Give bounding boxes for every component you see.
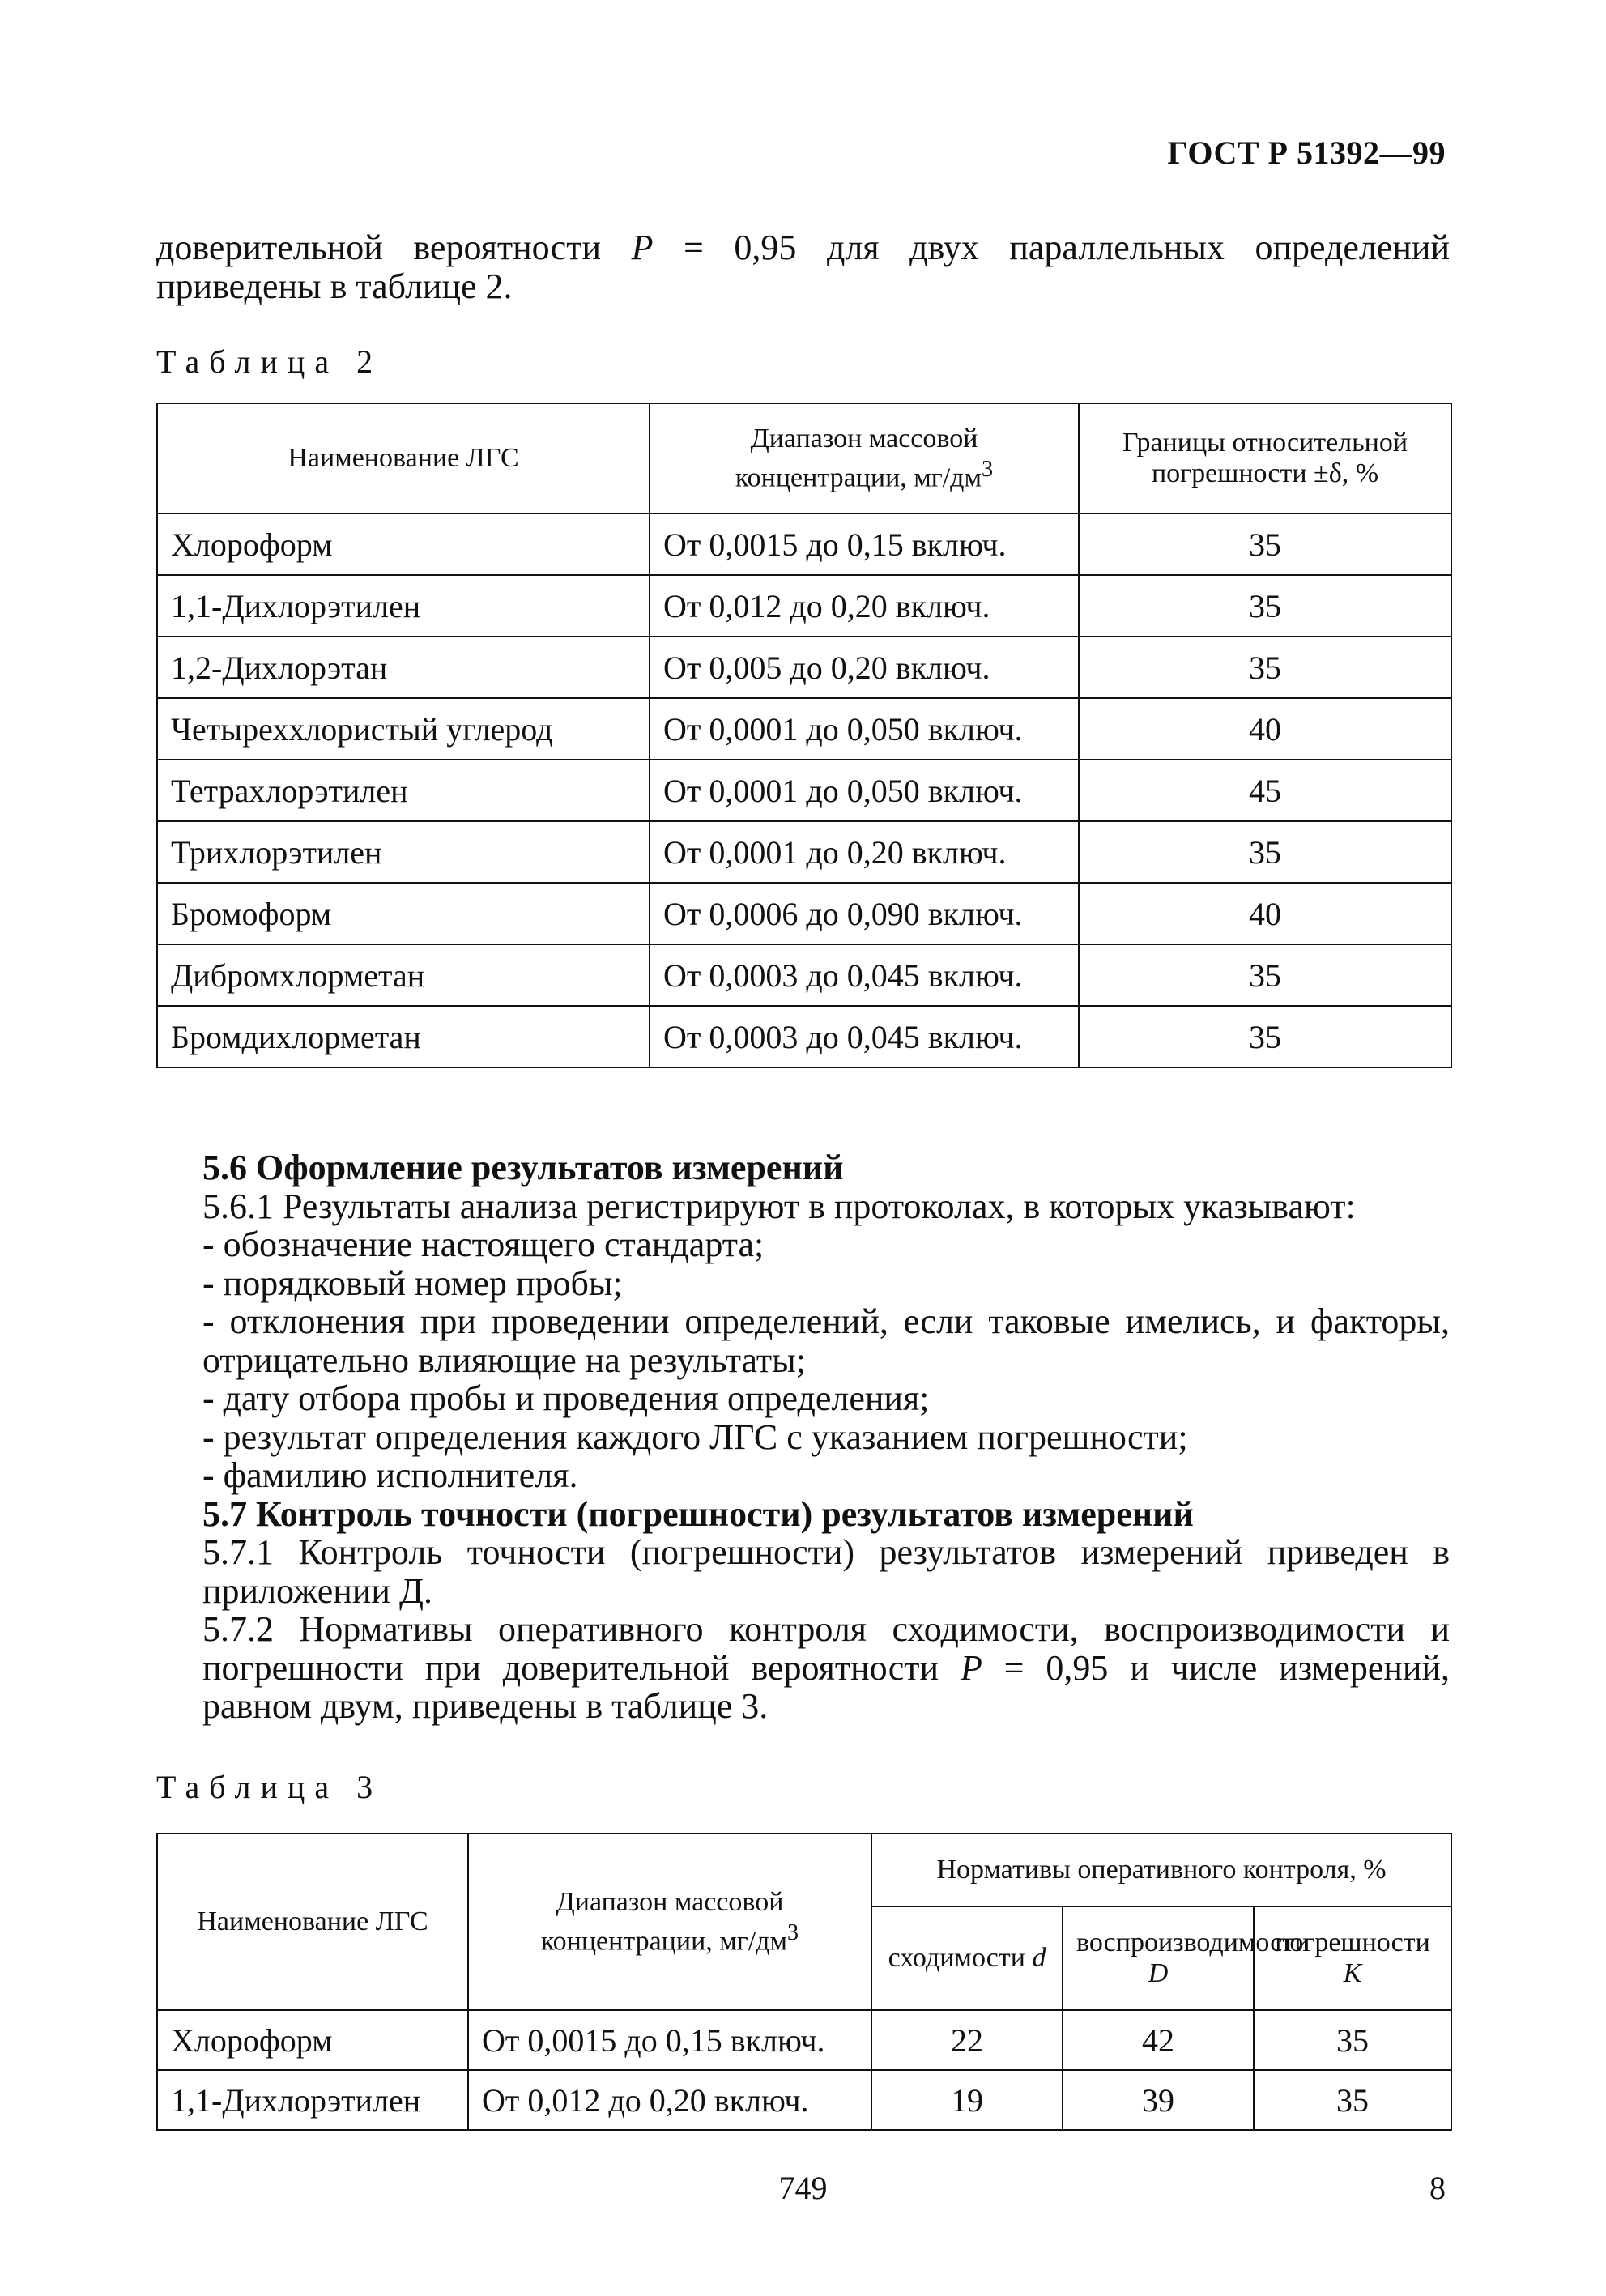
list-item: - результат определения каждого ЛГС с указанием погрешности; [202,1416,1188,1457]
table-cell-K: 35 [1254,2070,1451,2130]
section-5-6-heading: 5.6 Оформление результатов измерений [202,1148,844,1187]
t2-header-name: Наименование ЛГС [157,403,650,513]
table-cell-D: 39 [1063,2070,1254,2130]
table-cell-error: 35 [1079,1006,1451,1067]
list-item: - обозначение настоящего стандарта; [202,1225,765,1264]
section-5-7-2: 5.7.2 Нормативы оперативного контроля сходимости, воспроизводимости и погрешности при доверительной вероятности P = 0,95 и числе измерений, равном двум, приведены в таблице 3. [202,1609,1450,1726]
table-cell-error: 35 [1079,513,1451,575]
table-cell-name: Хлороформ [157,2010,468,2070]
table-row [157,698,1451,760]
section-5-7-heading: 5.7 Контроль точности (погрешности) результатов измерений [202,1493,1194,1534]
t2-header-error: Границы относительной погрешности ±δ, % [1079,403,1451,513]
table-cell-range: От 0,005 до 0,20 включ. [650,637,1079,698]
table-cell-range: От 0,0003 до 0,045 включ. [650,944,1079,1006]
table-row [157,883,1451,944]
table-2 [156,403,1452,1068]
table-cell-name: Трихлорэтилен [157,821,650,883]
table-cell-error: 35 [1079,944,1451,1006]
table-cell-range: От 0,0001 до 0,050 включ. [650,698,1079,760]
table-cell-range: От 0,0015 до 0,15 включ. [468,2010,871,2070]
table-row [157,944,1451,1006]
table-row [157,513,1451,575]
table-cell-d: 19 [871,2070,1063,2130]
table-row [157,2010,1451,2070]
table-row [157,575,1451,637]
table-cell-error: 35 [1079,637,1451,698]
table-cell-error: 35 [1079,821,1451,883]
t3-header-reproducibility: воспроизводимости D [1063,1906,1254,2010]
table-cell-name: Бромоформ [157,883,650,944]
page-number: 749 [778,2170,828,2206]
table-cell-name: Хлороформ [157,513,650,575]
t3-header-group: Нормативы оперативного контроля, % [871,1834,1451,1906]
table-cell-error: 35 [1079,575,1451,637]
table-2-caption: Таблица 2 [156,343,383,380]
sections-text [156,1148,1450,1726]
table-cell-name: 1,2-Дихлорэтан [157,637,650,698]
document-code: ГОСТ Р 51392—99 [1167,134,1446,171]
table-cell-name: Дибромхлорметан [157,944,650,1006]
t3-header-range: Диапазон массовой концентрации, $мг/дм^3$ [468,1834,871,2010]
section-5-7-1: 5.7.1 Контроль точности (погрешности) результатов измерений приведен в приложении Д. [202,1532,1450,1611]
table-cell-range: От 0,0001 до 0,050 включ. [650,760,1079,821]
section-5-6-1: 5.6.1 Результаты анализа регистрируют в протоколах, в которых указывают: [202,1186,1356,1226]
table-cell-D: 42 [1063,2010,1254,2070]
table-cell-name: 1,1-Дихлорэтилен [157,2070,468,2130]
table-cell-error: 40 [1079,698,1451,760]
table-cell-name: Бромдихлорметан [157,1006,650,1067]
table-cell-error: 40 [1079,883,1451,944]
table-row [157,2070,1451,2130]
list-item: - отклонения при проведении определений, если таковые имелись, и факторы, отрицательно влияющие на результаты; [202,1301,1450,1380]
table-3 [156,1833,1452,2131]
table-cell-name: 1,1-Дихлорэтилен [157,575,650,637]
table-row [157,637,1451,698]
list-item: - фамилию исполнителя. [202,1455,578,1495]
table-cell-range: От 0,0003 до 0,045 включ. [650,1006,1079,1067]
table-row [157,1006,1451,1067]
table-cell-d: 22 [871,2010,1063,2070]
table-cell-range: От 0,0001 до 0,20 включ. [650,821,1079,883]
table-cell-error: 45 [1079,760,1451,821]
sheet-number: 8 [1429,2170,1446,2206]
table-row [157,821,1451,883]
table-cell-range: От 0,012 до 0,20 включ. [650,575,1079,637]
table-cell-range: От 0,012 до 0,20 включ. [468,2070,871,2130]
t2-header-range: Диапазон массовой концентрации, $мг/дм^3$ [650,403,1079,513]
table-cell-range: От 0,0015 до 0,15 включ. [650,513,1079,575]
table-cell-K: 35 [1254,2010,1451,2070]
list-item: - дату отбора пробы и проведения определения; [202,1378,930,1418]
table-cell-range: От 0,0006 до 0,090 включ. [650,883,1079,944]
t3-header-name: Наименование ЛГС [157,1834,468,2010]
list-item: - порядковый номер пробы; [202,1263,623,1303]
t3-header-error: погрешности K [1254,1906,1451,2010]
table-3-caption: Таблица 3 [156,1769,383,1805]
intro-paragraph: доверительной вероятности P = 0,95 для двух параллельных определений приведены в таблице 2. [156,228,1450,306]
table-cell-name: Тетрахлорэтилен [157,760,650,821]
table-row [157,760,1451,821]
table-cell-name: Четыреххлористый углерод [157,698,650,760]
t3-header-convergence: сходимости d [871,1906,1063,2010]
